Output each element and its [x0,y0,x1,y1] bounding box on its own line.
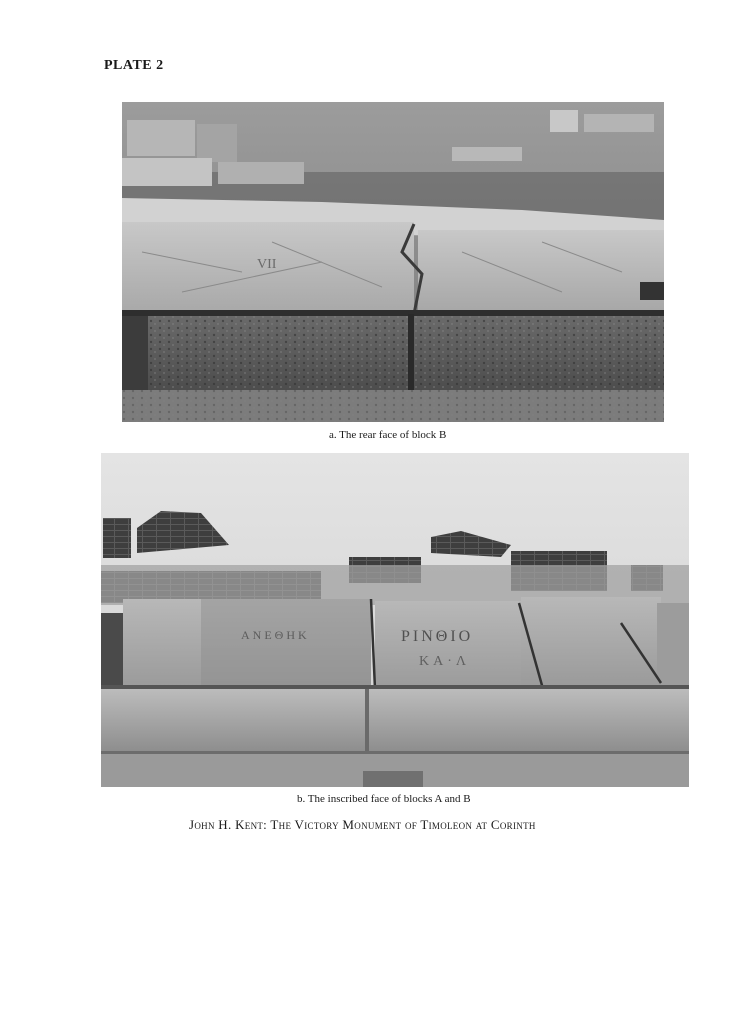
svg-text:ΑΝΕΘΗΚ: ΑΝΕΘΗΚ [241,628,310,642]
caption-a: a. The rear face of block B [329,429,447,441]
svg-text:ΡΙΝΘΙΟ: ΡΙΝΘΙΟ [401,628,474,645]
plate-label: PLATE 2 [104,58,164,73]
svg-text:VII: VII [257,257,277,272]
author-title-credit: John H. Kent: The Victory Monument of Timoleon at Corinth [189,817,536,832]
caption-b: b. The inscribed face of blocks A and B [297,793,471,805]
photo-rear-face-block-b [122,102,664,422]
photo-inscribed-face-blocks-a-b [101,453,689,787]
svg-text:ΚΑ·Λ: ΚΑ·Λ [419,654,471,669]
